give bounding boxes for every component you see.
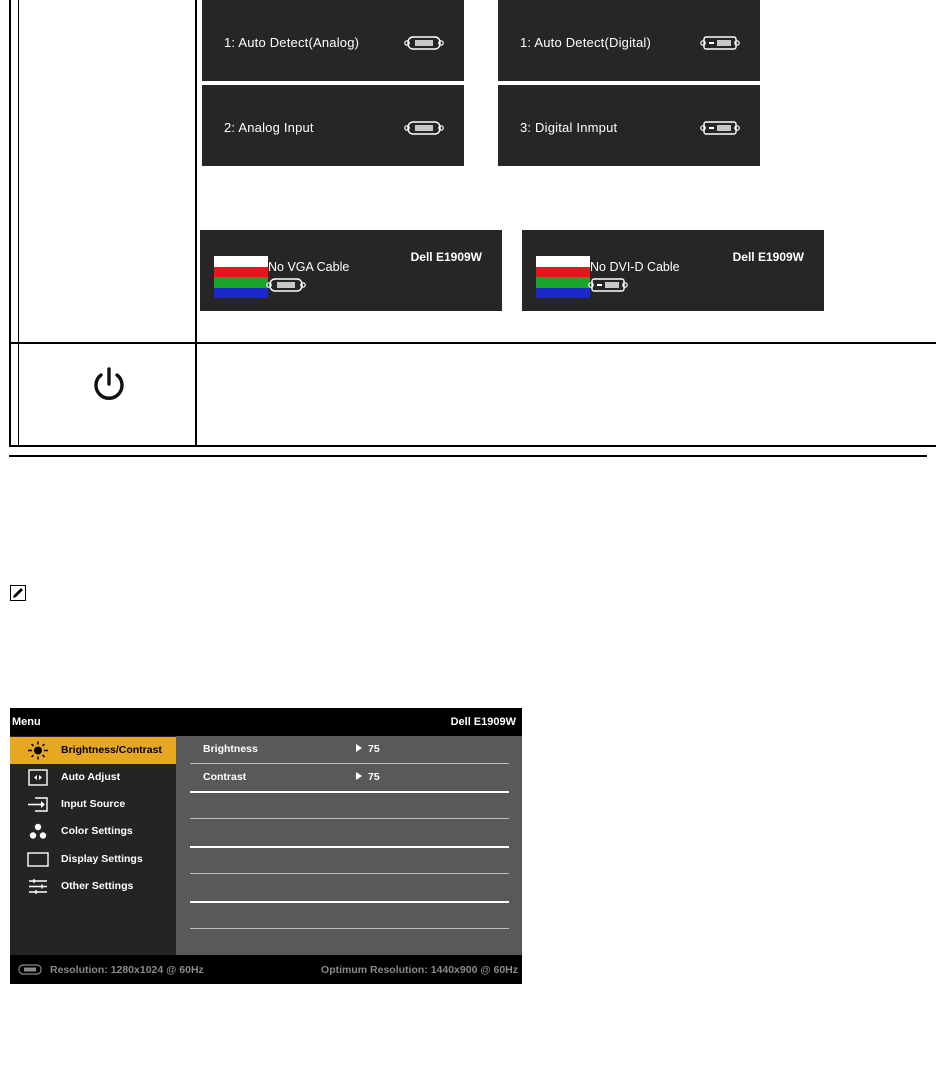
input-source-icon [26,795,50,814]
row-divider [190,928,509,929]
table-border-inner [18,0,19,447]
menu-item-label: Brightness/Contrast [61,744,162,756]
row-divider [190,873,509,874]
row-divider [190,846,509,848]
menu-title: Menu [12,716,41,728]
osd-message-label: 1: Auto Detect(Digital) [520,35,652,50]
osd-message-label: 3: Digital Inmput [520,120,618,135]
menu-item-input-source[interactable] [10,791,176,818]
setting-value: 75 [368,771,380,783]
dvi-connector-icon [700,121,740,135]
menu-item-display-settings[interactable] [10,846,176,873]
display-settings-icon [26,850,50,869]
setting-name: Contrast [203,771,247,783]
current-resolution: Resolution: 1280x1024 @ 60Hz [50,964,204,976]
arrow-right-icon [356,744,362,752]
color-bars-icon [536,256,590,298]
pencil-note-icon [10,585,26,601]
menu-sidebar [10,736,176,955]
setting-name: Brightness [203,743,258,755]
menu-header [10,708,522,736]
no-vga-cable-dialog [200,230,502,311]
osd-message-auto-digital [498,0,760,81]
setting-row-brightness[interactable] [190,736,509,763]
menu-item-other-settings[interactable] [10,873,176,900]
color-bars-icon [214,256,268,298]
table-bottom-border [9,445,936,447]
table-border-left [9,0,11,447]
menu-item-color-settings[interactable] [10,818,176,845]
monitor-model: Dell E1909W [410,250,482,264]
row-divider [190,901,509,903]
vga-connector-icon [16,964,44,975]
monitor-model: Dell E1909W [732,250,804,264]
arrow-right-icon [356,772,362,780]
power-icon [90,366,128,404]
no-cable-message: No DVI-D Cable [590,260,680,274]
no-dvi-cable-dialog [522,230,824,311]
menu-item-label: Input Source [61,798,126,810]
menu-settings-panel [176,736,522,955]
menu-item-brightness-contrast[interactable] [10,737,176,764]
section-rule [9,455,927,457]
menu-footer [10,955,522,984]
menu-item-label: Color Settings [61,825,133,837]
color-settings-icon [26,822,50,841]
osd-main-menu [10,708,522,984]
menu-item-label: Other Settings [61,880,134,892]
dvi-connector-icon [700,36,740,50]
brightness-icon [26,741,50,760]
menu-item-label: Auto Adjust [61,771,121,783]
osd-message-label: 1: Auto Detect(Analog) [224,35,360,50]
other-settings-icon [26,877,50,896]
row-divider [190,791,509,793]
menu-model: Dell E1909W [450,716,516,728]
setting-value: 75 [368,743,380,755]
auto-adjust-icon [26,768,50,787]
table-column-divider [195,0,197,447]
dvi-connector-icon [588,278,628,292]
row-divider [190,818,509,819]
osd-message-analog-input [202,85,464,166]
optimum-resolution: Optimum Resolution: 1440x900 @ 60Hz [321,964,518,976]
osd-message-digital-input [498,85,760,166]
osd-message-label: 2: Analog Input [224,120,314,135]
no-cable-message: No VGA Cable [268,260,350,274]
vga-connector-icon [404,121,444,135]
table-row-divider [9,342,936,344]
setting-row-contrast[interactable] [190,764,509,791]
menu-item-auto-adjust[interactable] [10,764,176,791]
menu-item-label: Display Settings [61,853,143,865]
osd-message-auto-analog [202,0,464,81]
vga-connector-icon [266,278,306,292]
vga-connector-icon [404,36,444,50]
